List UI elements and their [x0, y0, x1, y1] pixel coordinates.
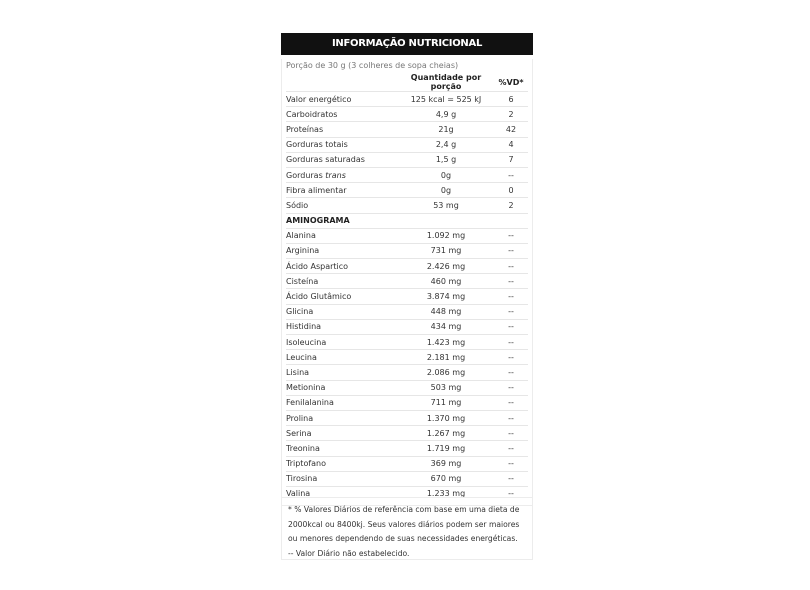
nutrient-quantity: 1.267 mg [398, 426, 494, 441]
nutrient-dv: -- [494, 243, 528, 258]
nutrient-quantity: 125 kcal = 525 kJ [398, 92, 494, 107]
nutrient-name: Prolina [286, 410, 398, 425]
nutrient-quantity: 21g [398, 122, 494, 137]
nutrient-quantity: 460 mg [398, 274, 494, 289]
footnote-line: * % Valores Diários de referência com base em uma dieta de [288, 505, 520, 514]
nutrient-dv: 6 [494, 92, 528, 107]
nutrient-dv: -- [494, 274, 528, 289]
nutrient-quantity: 711 mg [398, 395, 494, 410]
amino-row [286, 243, 528, 258]
nutrient-name: Carboidratos [286, 107, 398, 122]
nutrient-quantity: 4,9 g [398, 107, 494, 122]
nutrient-dv: -- [494, 426, 528, 441]
amino-row [286, 471, 528, 486]
amino-row [286, 319, 528, 334]
nutrient-quantity: 670 mg [398, 471, 494, 486]
amino-row [286, 259, 528, 274]
footnote-line: ou menores dependendo de suas necessidades energéticas. [288, 534, 518, 543]
amino-row [286, 395, 528, 410]
nutrient-quantity: 2.426 mg [398, 259, 494, 274]
nutrient-quantity: 1.233 mg [398, 486, 494, 501]
nutrient-dv: 42 [494, 122, 528, 137]
nutrient-name: Valor energético [286, 92, 398, 107]
nutrient-row [286, 167, 528, 182]
footnote-line: 2000kcal ou 8400kj. Seus valores diários podem ser maiores [288, 519, 520, 529]
nutrient-name: Fibra alimentar [286, 183, 398, 198]
nutrient-quantity: 1.370 mg [398, 410, 494, 425]
nutrient-dv: -- [494, 304, 528, 319]
nutrient-quantity: 3.874 mg [398, 289, 494, 304]
nutrient-name: Treonina [286, 441, 398, 456]
amino-header-row [286, 213, 528, 228]
nutrient-quantity: 503 mg [398, 380, 494, 395]
nutrient-dv: -- [494, 456, 528, 471]
nutrient-row [286, 92, 528, 107]
nutrient-name: Arginina [286, 243, 398, 258]
nutrient-dv: 2 [494, 198, 528, 213]
nutrient-dv: -- [494, 471, 528, 486]
nutrient-name: Tirosina [286, 471, 398, 486]
nutrient-row [286, 152, 528, 167]
nutrient-quantity: 53 mg [398, 198, 494, 213]
nutrient-name: Ácido Glutâmico [286, 289, 398, 304]
nutrient-quantity: 434 mg [398, 319, 494, 334]
amino-row [286, 365, 528, 380]
nutrient-dv: -- [494, 259, 528, 274]
nutrient-name: Fenilalanina [286, 395, 398, 410]
nutrients-body [286, 92, 528, 214]
amino-section [286, 213, 528, 228]
amino-header: AMINOGRAMA [286, 213, 528, 228]
nutrient-dv: -- [494, 380, 528, 395]
nutrient-name: Gorduras totais [286, 137, 398, 152]
quantity-column-header: Quantidade por porção [410, 73, 482, 91]
nutrient-dv: -- [494, 228, 528, 243]
nutrient-name: Lisina [286, 365, 398, 380]
nutrient-quantity: 0g [398, 167, 494, 182]
nutrient-name: Sódio [286, 198, 398, 213]
nutrient-name: Metionina [286, 380, 398, 395]
nutrient-name: Gorduras trans [286, 167, 398, 182]
nutrient-dv: 7 [494, 152, 528, 167]
nutrient-name: Gorduras saturadas [286, 152, 398, 167]
nutrient-dv: -- [494, 289, 528, 304]
nutrient-quantity: 731 mg [398, 243, 494, 258]
nutrient-row [286, 198, 528, 213]
nutrient-dv: -- [494, 486, 528, 501]
nutrition-panel [281, 33, 533, 506]
amino-row [286, 456, 528, 471]
footnote-line: -- Valor Diário não estabelecido. [288, 548, 410, 558]
nutrient-quantity: 0g [398, 183, 494, 198]
nutrient-name: Triptofano [286, 456, 398, 471]
nutrient-name: Ácido Aspartico [286, 259, 398, 274]
nutrient-dv: -- [494, 350, 528, 365]
amino-row [286, 426, 528, 441]
amino-row [286, 289, 528, 304]
nutrient-row [286, 107, 528, 122]
nutrient-row [286, 122, 528, 137]
nutrient-name: Glicina [286, 304, 398, 319]
table-header-row [286, 73, 528, 92]
nutrient-quantity: 1.423 mg [398, 335, 494, 350]
amino-row [286, 350, 528, 365]
nutrition-table [286, 73, 528, 501]
nutrient-dv: -- [494, 441, 528, 456]
amino-row [286, 441, 528, 456]
amino-body [286, 228, 528, 501]
nutrient-dv: -- [494, 319, 528, 334]
nutrient-name: Isoleucina [286, 335, 398, 350]
nutrient-dv: -- [494, 395, 528, 410]
nutrient-quantity: 2,4 g [398, 137, 494, 152]
nutrient-dv: 2 [494, 107, 528, 122]
nutrient-name: Serina [286, 426, 398, 441]
nutrient-row [286, 137, 528, 152]
nutrition-title: INFORMAÇÃO NUTRICIONAL [281, 33, 533, 55]
nutrition-table-wrap [281, 59, 533, 506]
nutrient-name: Histidina [286, 319, 398, 334]
nutrient-dv: -- [494, 410, 528, 425]
amino-row [286, 228, 528, 243]
dv-column-header: %VD* [498, 77, 524, 87]
nutrient-quantity: 2.086 mg [398, 365, 494, 380]
nutrient-dv: 4 [494, 137, 528, 152]
nutrient-dv: -- [494, 335, 528, 350]
nutrient-dv: 0 [494, 183, 528, 198]
footnote [281, 497, 533, 560]
amino-row [286, 410, 528, 425]
amino-row [286, 380, 528, 395]
nutrient-dv: -- [494, 167, 528, 182]
portion-size: Porção de 30 g (3 colheres de sopa cheias) [286, 61, 459, 70]
nutrient-quantity: 1.719 mg [398, 441, 494, 456]
nutrient-quantity: 369 mg [398, 456, 494, 471]
nutrient-dv: -- [494, 365, 528, 380]
amino-row [286, 274, 528, 289]
nutrient-quantity: 1.092 mg [398, 228, 494, 243]
amino-row [286, 335, 528, 350]
nutrient-name: Valina [286, 486, 398, 501]
nutrient-quantity: 1,5 g [398, 152, 494, 167]
nutrient-quantity: 448 mg [398, 304, 494, 319]
nutrient-name: Leucina [286, 350, 398, 365]
nutrient-name: Cisteína [286, 274, 398, 289]
nutrient-row [286, 183, 528, 198]
nutrient-name: Proteínas [286, 122, 398, 137]
nutrient-name: Alanina [286, 228, 398, 243]
amino-row [286, 304, 528, 319]
nutrient-quantity: 2.181 mg [398, 350, 494, 365]
